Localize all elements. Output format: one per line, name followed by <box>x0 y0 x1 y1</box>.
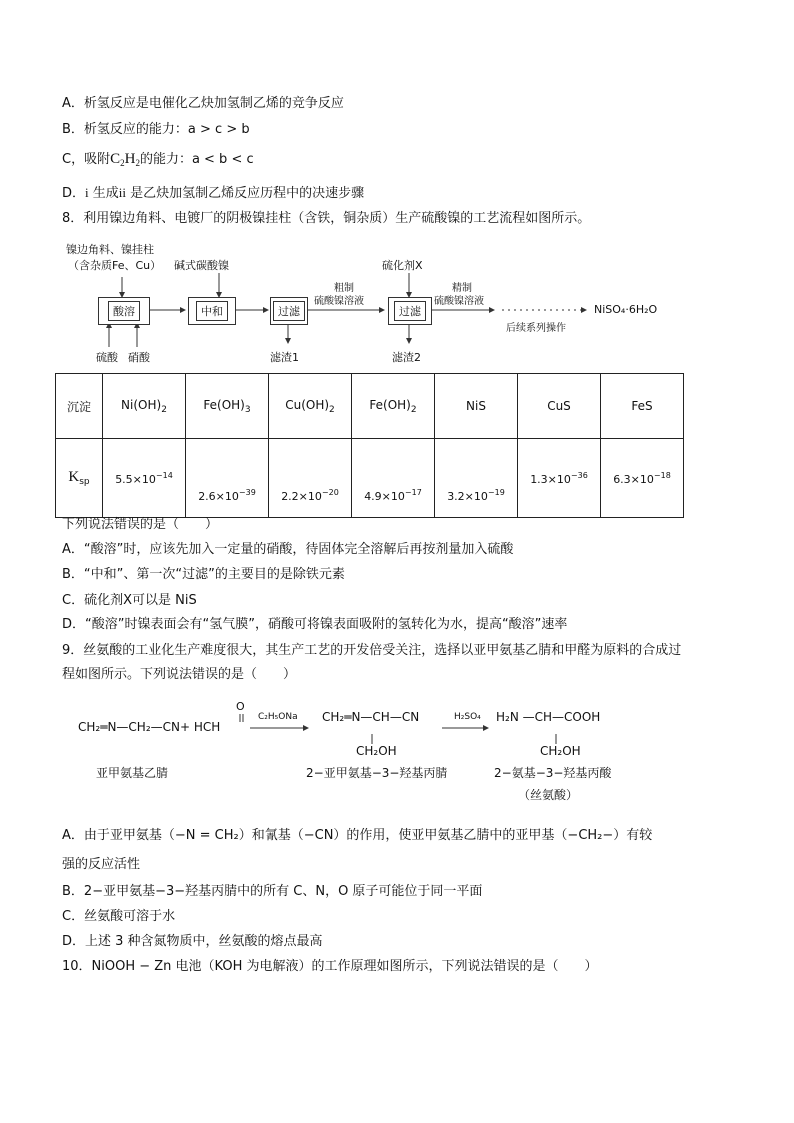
arrow3-label-line2: 硫酸镍溶液 <box>314 296 364 307</box>
process-box-acid-dissolve <box>98 297 150 325</box>
row-label-ksp: $K_{sp}$ <box>56 439 103 518</box>
q8-option-a: A．“酸溶”时，应该先加入一定量的硝酸，待固体完全溶解后再按剂量加入硫酸 <box>62 542 514 557</box>
q7-option-b: B．析氢反应的能力：a > c > b <box>62 122 250 137</box>
intermediate-formula: CH₂═N—CH—CN <box>322 710 420 724</box>
q9-reaction-scheme <box>78 700 638 810</box>
process-box-filter-2 <box>388 297 432 325</box>
box-label: 过滤 <box>394 301 426 321</box>
name-reactant: 亚甲氨基乙腈 <box>96 766 169 780</box>
flow-arrows <box>62 235 682 370</box>
reagent-neutral: 碱式碳酸镍 <box>174 259 229 272</box>
box-label: 过滤 <box>273 301 305 321</box>
arrow4-label-line1: 精制 <box>452 283 472 294</box>
product-label: NiSO₄·6H₂O <box>594 303 658 316</box>
q8-stem: 8．利用镍边角料、电镀厂的阴极镍挂柱（含铁，铜杂质）生产硫酸镍的工艺流程如图所示。 <box>62 211 591 226</box>
ksp-value: $1.3\times 10^{-36}$ <box>518 439 601 518</box>
q9-stem-line1: 9．丝氨酸的工业化生产难度很大，其生产工艺的开发倍受关注，选择以亚甲氨基乙腈和甲醛为原料的合成过 <box>62 643 682 658</box>
intermediate-substituent: CH₂OH <box>356 744 397 758</box>
product-formula: H₂N —CH—COOH <box>496 710 601 724</box>
step-ii: ii <box>118 185 127 200</box>
q8-option-c: C．硫化剂X可以是 NiS <box>62 593 197 608</box>
reactant-formula: CH₂═N—CH₂—CN+ HCH <box>78 720 221 734</box>
ksp-value: $2.6\times 10^{-39}$ <box>186 439 269 518</box>
header-cell: NiS <box>435 374 518 439</box>
c2h2-formula: $C_2H_2$ <box>110 151 140 168</box>
after-label: 后续系列操作 <box>506 323 566 334</box>
acid-nitric: 硝酸 <box>128 351 150 364</box>
header-cell: CuS <box>518 374 601 439</box>
q7-option-a: A．析氢反应是电催化乙炔加氢制乙烯的竞争反应 <box>62 96 344 111</box>
header-cell: $Cu(OH)_2$ <box>269 374 352 439</box>
header-cell: $Fe(OH)_2$ <box>352 374 435 439</box>
ksp-value: $4.9\times 10^{-17}$ <box>352 439 435 518</box>
carbonyl-oxygen: O <box>236 700 245 713</box>
q7-option-d <box>62 182 364 201</box>
header-cell: $Fe(OH)_3$ <box>186 374 269 439</box>
product-substituent: CH₂OH <box>540 744 581 758</box>
process-box-neutralize <box>188 297 236 325</box>
ksp-value: $5.5\times 10^{-14}$ <box>103 439 186 518</box>
q8-option-d: D．“酸溶”时镍表面会有“氢气膜”，硝酸可将镍表面吸附的氢转化为水，提高“酸溶”速率 <box>62 617 568 632</box>
q7-option-c <box>62 148 254 168</box>
header-cell: $Ni(OH)_2$ <box>103 374 186 439</box>
box-label: 中和 <box>196 301 228 321</box>
process-box-filter-1 <box>270 297 308 325</box>
arrow3-label-line1: 粗制 <box>334 283 354 294</box>
name-serine: （丝氨酸） <box>518 788 579 802</box>
q7-option-d-suffix: 是乙炔加氢制乙烯反应历程中的决速步骤 <box>126 186 365 201</box>
residue-1: 滤渣1 <box>270 351 299 364</box>
name-intermediate: 2−亚甲氨基−3−羟基丙腈 <box>306 766 448 780</box>
q8-option-b: B．“中和”、第一次“过滤”的主要目的是除铁元素 <box>62 567 345 582</box>
table-row-ksp <box>56 439 684 518</box>
ksp-value: $2.2\times 10^{-20}$ <box>269 439 352 518</box>
q9-option-a-line1: A．由于亚甲氨基（−N = CH₂）和氰基（−CN）的作用，使亚甲氨基乙腈中的亚甲基（−CH₂−）有较 <box>62 828 653 843</box>
q7-option-c-suffix: 的能力：a < b < c <box>139 152 254 167</box>
q8-question: 下列说法错误的是（ ） <box>62 517 219 532</box>
header-cell: FeS <box>601 374 684 439</box>
q7-option-d-mid: 生成 <box>88 186 119 201</box>
reagent-x: 硫化剂X <box>382 259 423 272</box>
q7-option-d-prefix: D． <box>62 186 86 201</box>
arrow4-label-line2: 硫酸镍溶液 <box>434 296 484 307</box>
q9-option-a-line2: 强的反应活性 <box>62 857 141 872</box>
q10-stem: 10．NiOOH − Zn 电池（KOH 为电解液）的工作原理如图所示，下列说法错误的是（ ） <box>62 959 598 974</box>
input-material-line1: 镍边角料、镍挂柱 <box>66 243 154 256</box>
q9-option-d: D．上述 3 种含氮物质中，丝氨酸的熔点最高 <box>62 934 323 949</box>
row-label-precipitate: 沉淀 <box>56 374 103 439</box>
q9-stem-line2: 程如图所示。下列说法错误的是（ ） <box>62 667 297 682</box>
residue-2: 滤渣2 <box>392 351 421 364</box>
reagent-sulfuric-acid: H₂SO₄ <box>454 712 481 722</box>
box-label: 酸溶 <box>108 301 140 321</box>
ksp-value: $3.2\times 10^{-19}$ <box>435 439 518 518</box>
q7-option-c-prefix: C，吸附 <box>62 152 111 167</box>
q9-option-c: C．丝氨酸可溶于水 <box>62 909 176 924</box>
q9-option-b: B．2−亚甲氨基−3−羟基丙腈中的所有 C、N，O 原子可能位于同一平面 <box>62 884 483 899</box>
name-product: 2−氨基−3−羟基丙酸 <box>494 766 612 780</box>
acid-sulfuric: 硫酸 <box>96 351 118 364</box>
input-material-line2: （含杂质Fe、Cu） <box>68 259 162 272</box>
ksp-table <box>55 373 684 518</box>
q8-flow-diagram <box>62 235 682 370</box>
reagent-sodium-ethoxide: C₂H₅ONa <box>258 712 298 722</box>
table-row-precipitate <box>56 374 684 439</box>
ksp-value: $6.3\times 10^{-18}$ <box>601 439 684 518</box>
step-i: i <box>85 185 89 200</box>
